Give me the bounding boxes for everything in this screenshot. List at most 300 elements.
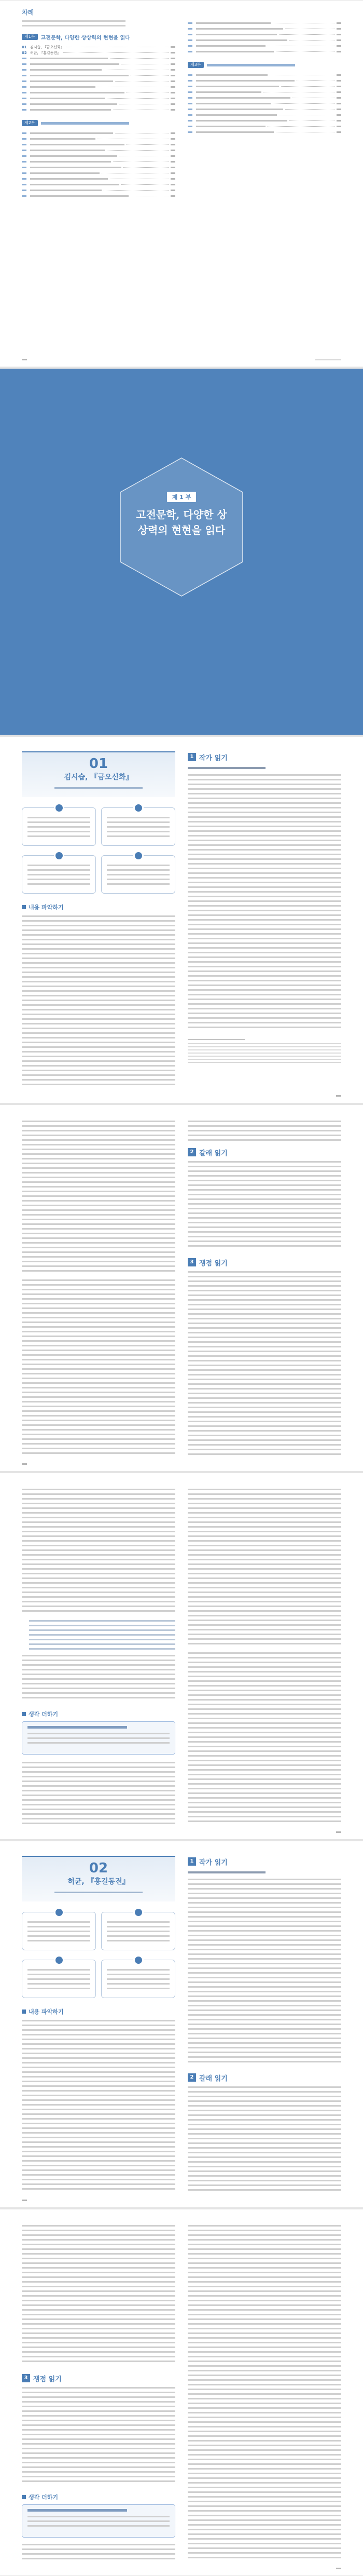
section-number: 2 (188, 1148, 196, 1156)
part-divider-tag (0, 491, 363, 502)
summary-grid (22, 807, 175, 894)
entry-page-number (171, 75, 175, 76)
chapter-subtitle (54, 787, 143, 789)
entry-page-number (337, 51, 341, 52)
dot-leader (123, 167, 169, 168)
chapter-02-opening-page (0, 1841, 363, 2207)
summary-box (22, 1912, 96, 1950)
entry-page-number (337, 86, 341, 87)
entry-number (22, 144, 26, 145)
dot-leader (273, 103, 334, 104)
summary-box (101, 855, 175, 894)
entry-page-number (171, 190, 175, 191)
section-label: 작가 읽기 (199, 754, 228, 762)
toc-intro-lines (22, 20, 125, 26)
dot-leader (281, 86, 334, 87)
entry-title (30, 184, 119, 185)
entry-page-number (171, 167, 175, 168)
body-text (188, 1489, 341, 1648)
running-header (315, 359, 341, 360)
toc-entry (22, 153, 175, 159)
entry-page-number (337, 126, 341, 127)
entry-title (196, 74, 268, 76)
chapter-02-page-2 (0, 2209, 363, 2575)
think-text (27, 2516, 170, 2527)
entry-title (30, 132, 113, 134)
think-heading (22, 1710, 175, 1718)
summary-text (27, 865, 90, 885)
toc-entry (22, 187, 175, 193)
part-number-label: 제 1 부 (167, 492, 197, 502)
toc-entry (188, 78, 341, 84)
point-icon (54, 1907, 64, 1918)
entry-title (30, 86, 95, 88)
dot-leader (115, 81, 169, 82)
dot-leader (113, 161, 169, 162)
entry-page-number (337, 114, 341, 116)
entry-page-number (337, 131, 341, 133)
entry-title (30, 92, 124, 93)
dot-leader (127, 144, 169, 145)
toc-entry (188, 26, 341, 32)
toc-entry (22, 130, 175, 136)
entry-title (30, 178, 108, 180)
toc-entry (22, 159, 175, 165)
dot-leader (110, 58, 169, 59)
entry-number (188, 80, 192, 82)
think-box (22, 2504, 175, 2538)
toc-entry (22, 84, 175, 90)
toc-entry (22, 44, 175, 50)
entry-title (196, 22, 271, 24)
entry-number (22, 98, 26, 99)
section-number: 3 (22, 2374, 30, 2382)
square-bullet-icon (22, 1712, 26, 1716)
entry-number (188, 51, 192, 52)
entry-number (22, 190, 26, 191)
toc-entry (22, 78, 175, 84)
summary-text (107, 1921, 170, 1941)
page-number (336, 1095, 341, 1097)
chapter-subtitle (54, 1892, 143, 1893)
entry-number (22, 86, 26, 88)
body-text (188, 774, 341, 1031)
summary-box (101, 807, 175, 846)
summary-box (22, 855, 96, 894)
entry-number (22, 58, 26, 59)
entry-number (188, 28, 192, 30)
entry-page-number (171, 195, 175, 197)
entry-number (188, 97, 192, 99)
entry-title (30, 190, 102, 191)
page-number (336, 1831, 341, 1833)
content-heading-label: 내용 파악하기 (29, 2008, 64, 2015)
toc-page (0, 1, 363, 367)
entry-page-number (171, 103, 175, 105)
toc-entry-list (22, 56, 175, 113)
toc-entry (188, 118, 341, 124)
section-label: 쟁점 읽기 (199, 1259, 228, 1267)
entry-page-number (171, 46, 175, 48)
entry-page-number (337, 80, 341, 82)
quoted-passage (29, 1620, 175, 1650)
dot-leader (104, 190, 169, 191)
toc-entry-list (188, 72, 341, 135)
entry-page-number (337, 120, 341, 122)
body-text (22, 1655, 175, 1702)
entry-title (30, 144, 124, 145)
page-number (22, 359, 27, 360)
toc-entry (188, 72, 341, 78)
toc-entry (22, 90, 175, 96)
entry-page-number (171, 69, 175, 71)
entry-number (22, 75, 26, 76)
page-number (336, 2568, 341, 2569)
part-title (207, 64, 295, 66)
entry-number (188, 131, 192, 133)
body-text (22, 2225, 175, 2365)
toc-entry (22, 67, 175, 73)
content-heading-label: 내용 파악하기 (29, 904, 64, 911)
entry-page-number (337, 28, 341, 30)
entry-title (30, 109, 111, 111)
point-icon (54, 1955, 64, 1965)
entry-title (30, 172, 100, 174)
entry-page-number (337, 109, 341, 110)
entry-page-number (171, 172, 175, 174)
entry-number (22, 109, 26, 111)
author-section-heading (188, 752, 341, 762)
entry-number (22, 178, 26, 180)
summary-grid (22, 1912, 175, 1998)
toc-entry (188, 37, 341, 43)
entry-number (188, 103, 192, 104)
dot-leader (297, 80, 334, 81)
chapter-number: 02 (89, 1860, 108, 1876)
section-label: 작가 읽기 (199, 1858, 228, 1867)
body-text (22, 2020, 175, 2193)
toc-entry (22, 147, 175, 153)
toc-label: 차례 (22, 9, 34, 16)
entry-title (30, 80, 113, 82)
dot-leader (276, 51, 334, 52)
toc-entry-list (188, 20, 341, 55)
summary-text (107, 817, 170, 837)
dot-leader (131, 75, 169, 76)
entry-page-number (171, 144, 175, 145)
summary-box (22, 807, 96, 846)
entry-title (30, 150, 105, 151)
entry-number (22, 150, 26, 151)
entry-page-number (171, 161, 175, 163)
body-text (22, 1279, 175, 1457)
entry-title: 김시습, 『금오신화』 (30, 45, 64, 49)
part-title (41, 122, 129, 125)
entry-page-number (171, 132, 175, 134)
toc-entry (188, 89, 341, 95)
entry-number: 02 (22, 50, 27, 55)
summary-text (27, 817, 90, 837)
chapter-01-page-2 (0, 1105, 363, 1471)
toc-entry (22, 176, 175, 182)
toc-left-column (22, 20, 175, 199)
entry-title (30, 69, 102, 71)
entry-title (196, 34, 277, 35)
chapter-title: 허균, 『홍길동전』 (67, 1878, 130, 1886)
chapter-number: 01 (89, 756, 108, 772)
entry-page-number (337, 39, 341, 41)
toc-entry (188, 124, 341, 129)
dot-leader (63, 52, 169, 53)
entry-title (30, 138, 95, 140)
entry-page-number (171, 86, 175, 88)
dot-leader (289, 120, 334, 121)
entry-number (188, 114, 192, 116)
think-question (27, 2509, 127, 2512)
issue-section-heading (22, 2373, 175, 2383)
entry-title: 허균, 『홍길동전』 (30, 50, 61, 55)
entry-title (30, 58, 108, 59)
entry-page-number (171, 150, 175, 151)
dot-leader (268, 126, 334, 127)
section-number: 2 (188, 2073, 196, 2082)
entry-page-number (337, 91, 341, 93)
chapter-title: 김시습, 『금오신화』 (64, 773, 133, 781)
body-text (22, 1489, 175, 1615)
section-label: 갈래 읽기 (199, 2074, 228, 2083)
point-icon (54, 803, 64, 813)
toc-right-column (188, 20, 341, 135)
entry-number (22, 103, 26, 105)
entry-number (22, 161, 26, 163)
entry-title (196, 51, 274, 52)
entry-number (22, 184, 26, 185)
toc-part-heading (22, 119, 175, 127)
summary-box (101, 1960, 175, 1998)
toc-entry (22, 165, 175, 170)
part-tag: 제1부 (22, 34, 38, 40)
toc-entry (22, 170, 175, 176)
summary-text (27, 1921, 90, 1941)
entry-number (188, 74, 192, 76)
entry-title (30, 155, 117, 157)
toc-entry (22, 193, 175, 199)
body-text (188, 1879, 341, 2066)
dot-leader (279, 34, 334, 35)
entry-page-number (171, 80, 175, 82)
summary-text (107, 865, 170, 885)
toc-entry (22, 73, 175, 78)
dot-leader (121, 184, 169, 185)
entry-page-number (337, 22, 341, 24)
author-subheading (188, 767, 266, 769)
think-heading-label: 생각 더하기 (29, 2494, 58, 2501)
chapter-01-opening-page (0, 737, 363, 1103)
section-number: 3 (188, 1258, 196, 1266)
entry-number (188, 109, 192, 110)
entry-number (22, 195, 26, 197)
entry-page-number (171, 92, 175, 93)
dot-leader (107, 98, 169, 99)
body-text (22, 1121, 175, 1275)
issue-section-heading (188, 1258, 341, 1267)
entry-title (30, 75, 129, 76)
entry-title (196, 103, 271, 104)
toc-part-heading (22, 33, 175, 41)
content-heading (22, 2007, 175, 2016)
body-text (188, 1161, 341, 1250)
page-number (22, 2200, 27, 2201)
toc-entry-list (22, 130, 175, 199)
dot-leader (107, 150, 169, 151)
think-heading (22, 2493, 175, 2501)
toc-entry (22, 107, 175, 113)
genre-section-heading (188, 1148, 341, 1157)
section-number: 1 (188, 753, 196, 761)
entry-number (22, 167, 26, 168)
entry-page-number (171, 138, 175, 140)
entry-number (22, 155, 26, 157)
entry-page-number (171, 109, 175, 111)
entry-page-number (171, 58, 175, 59)
entry-number (22, 80, 26, 82)
entry-number (22, 92, 26, 93)
section-label: 갈래 읽기 (199, 1149, 228, 1157)
entry-page-number (171, 52, 175, 53)
entry-title (196, 91, 261, 93)
toc-entry (188, 112, 341, 118)
summary-box (22, 1960, 96, 1998)
footnotes (188, 1043, 341, 1063)
entry-page-number (171, 63, 175, 65)
part-tag: 제3부 (188, 62, 204, 68)
author-section-heading (188, 1857, 341, 1866)
body-text (22, 915, 175, 1088)
entry-number (188, 34, 192, 35)
toc-entry (188, 106, 341, 112)
body-text (188, 1271, 341, 1456)
entry-number (22, 172, 26, 174)
entry-number (188, 91, 192, 93)
entry-page-number (171, 98, 175, 99)
summary-text (27, 1969, 90, 1989)
body-text (188, 1121, 341, 1141)
part-title: 고전문학, 다양한 상상력의 현현을 읽다 (40, 35, 130, 41)
toc-entry (188, 20, 341, 26)
entry-page-number (171, 155, 175, 157)
entry-page-number (337, 45, 341, 47)
think-heading-label: 생각 더하기 (29, 1711, 58, 1718)
section-label: 쟁점 읽기 (33, 2375, 62, 2383)
body-text (188, 2086, 341, 2192)
body-text (188, 2225, 341, 2561)
toc-entry (22, 56, 175, 61)
entry-number (188, 86, 192, 87)
think-text (27, 1733, 170, 1744)
toc-entry (22, 96, 175, 101)
entry-page-number (337, 74, 341, 76)
toc-entry (188, 95, 341, 101)
entry-title (196, 86, 279, 87)
entry-title (196, 126, 266, 127)
entry-title (196, 39, 287, 41)
entry-page-number (171, 178, 175, 180)
body-text (22, 2544, 175, 2561)
section-number: 1 (188, 1857, 196, 1866)
square-bullet-icon (22, 905, 26, 909)
entry-page-number (171, 184, 175, 185)
entry-number (22, 69, 26, 71)
body-text (188, 1652, 341, 1825)
body-text (22, 2387, 175, 2485)
entry-title (196, 120, 287, 122)
toc-entry (22, 182, 175, 187)
toc-entry (188, 32, 341, 37)
summary-text (107, 1969, 170, 1989)
entry-title (196, 45, 266, 47)
point-icon (54, 851, 64, 861)
toc-part-heading (188, 61, 341, 69)
chapter-header (22, 1856, 175, 1901)
point-icon (133, 1955, 144, 1965)
think-box (22, 1721, 175, 1755)
think-question (27, 1726, 127, 1729)
entry-title (30, 195, 129, 197)
entry-number: 01 (22, 45, 27, 49)
entry-number (188, 45, 192, 47)
footnote-rule (188, 1039, 245, 1040)
entry-page-number (337, 103, 341, 104)
entry-title (196, 28, 283, 30)
entry-title (30, 167, 121, 168)
entry-page-number (337, 97, 341, 99)
point-icon (133, 851, 144, 861)
body-text (22, 1762, 175, 1824)
point-icon (133, 1907, 144, 1918)
entry-title (196, 131, 274, 133)
entry-number (22, 138, 26, 140)
toc-entry (22, 142, 175, 147)
entry-title (196, 97, 290, 99)
toc-entry (22, 50, 175, 56)
part-tag: 제2부 (22, 120, 38, 126)
toc-entry (188, 129, 341, 135)
entry-title (30, 63, 119, 65)
entry-title (196, 80, 295, 82)
dot-leader (127, 92, 169, 93)
entry-number (188, 120, 192, 122)
entry-page-number (337, 34, 341, 35)
entry-title (196, 114, 277, 116)
square-bullet-icon (22, 2009, 26, 2014)
dot-leader (289, 40, 334, 41)
entry-number (188, 22, 192, 24)
toc-entry (188, 101, 341, 106)
entry-title (30, 103, 117, 105)
page-number (22, 1463, 27, 1465)
toc-entry (188, 84, 341, 89)
chapter-01-page-3 (0, 1473, 363, 1839)
entry-title (30, 161, 111, 163)
entry-title (30, 98, 105, 99)
entry-title (196, 109, 283, 110)
content-heading (22, 903, 175, 911)
chapter-header (22, 751, 175, 797)
entry-number (22, 132, 26, 134)
toc-entry (22, 136, 175, 142)
part-divider-page (0, 369, 363, 735)
toc-entry (22, 101, 175, 107)
